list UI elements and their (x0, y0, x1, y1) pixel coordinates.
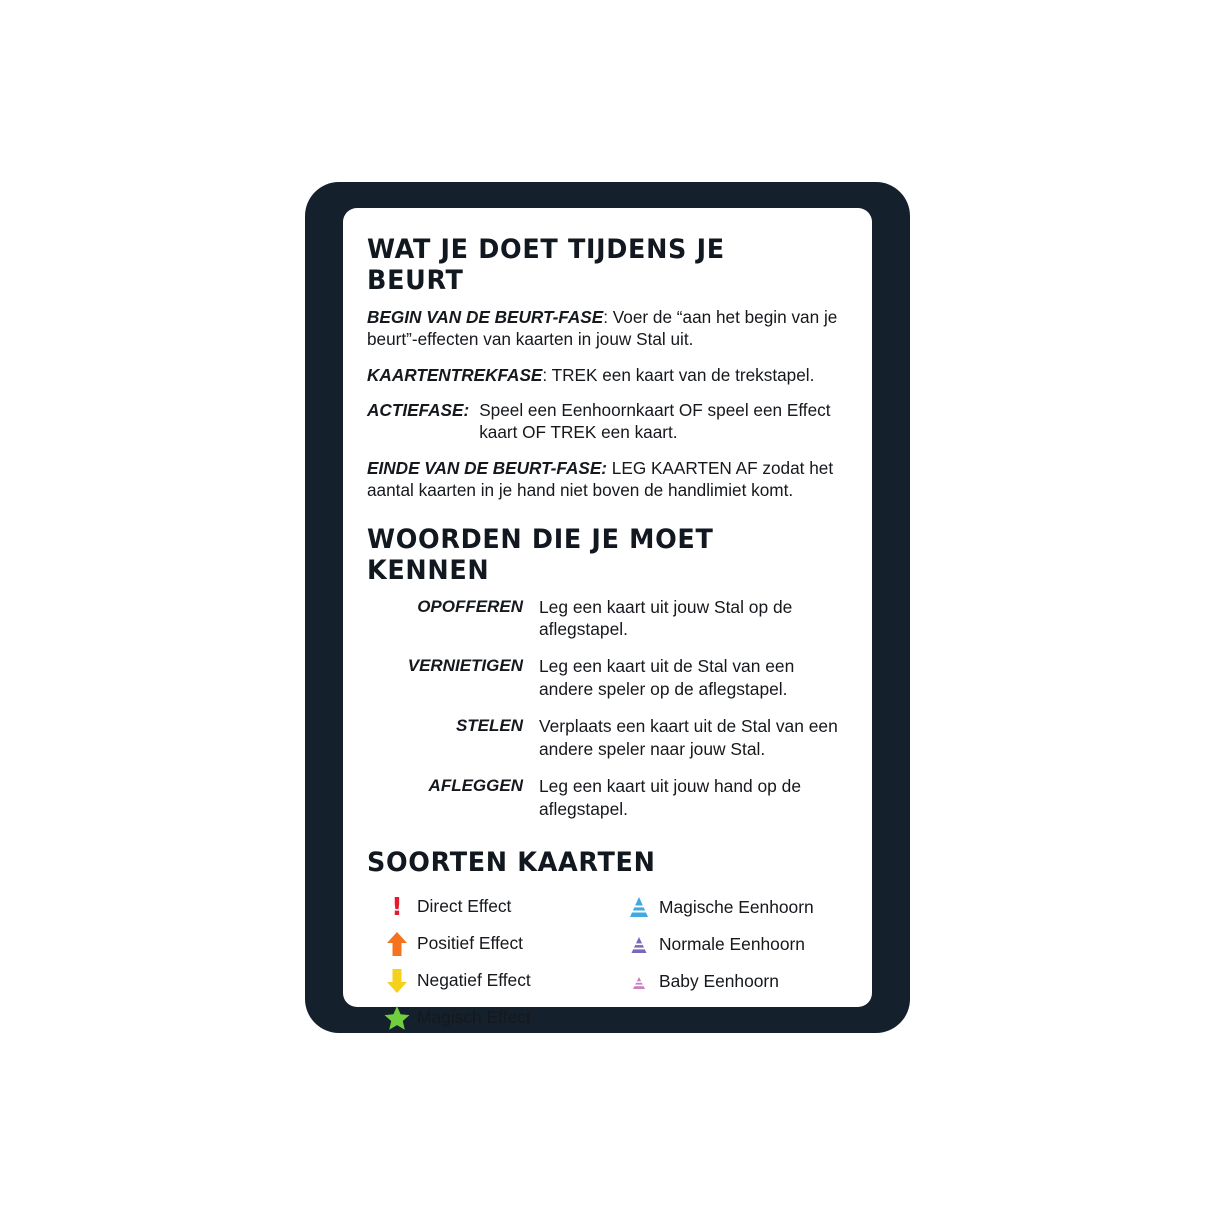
phase-action-label: ACTIEFASE: (367, 400, 470, 421)
star-icon (377, 1005, 417, 1031)
phase-draw-text: TREK een kaart van de trekstapel. (547, 364, 815, 385)
legend-item-direct-effect (377, 888, 619, 925)
term-row (367, 775, 848, 821)
term-value: Leg een kaart uit de Stal van een andere speler op de aflegstapel. (539, 656, 795, 700)
legend-item-baby-unicorn (619, 963, 848, 1000)
term-key: OPOFFEREN (417, 596, 523, 616)
term-value: Leg een kaart uit jouw hand op de aflegstapel. (539, 776, 802, 820)
phase-begin-text: Voer de “aan het begin van je beurt”-effecten van kaarten in jouw Stal uit. (367, 307, 838, 350)
phase-begin-sep: : (603, 307, 608, 327)
legend-item-magic-effect (377, 999, 619, 1036)
term-key: AFLEGGEN (428, 776, 523, 796)
term-value: Leg een kaart uit jouw Stal op de aflegstapel. (539, 596, 793, 640)
term-value: Verplaats een kaart uit de Stal van een andere speler naar jouw Stal. (539, 716, 838, 760)
card-face (343, 208, 872, 1028)
term-key: STELEN (455, 716, 523, 736)
legend-item-magical-unicorn (619, 889, 848, 926)
phase-draw-sep: : (542, 364, 548, 385)
phase-end-text: LEG KAARTEN AF zodat het aantal kaarten in je hand niet boven de handlimiet komt. (367, 457, 834, 501)
unicorn-horn-large-icon (619, 896, 659, 920)
term-row (367, 596, 848, 642)
arrow-down-icon (377, 968, 417, 994)
unicorn-horn-medium-icon (619, 934, 659, 955)
legend-label: Direct Effect (417, 896, 512, 917)
phase-action-text: Speel een Eenhoornkaart OF speel een Effect kaart OF TREK een kaart. (479, 400, 831, 443)
legend-item-positive-effect (377, 925, 619, 962)
reference-card (305, 182, 910, 1033)
phase-begin (367, 306, 848, 351)
term-row (367, 715, 848, 761)
legend-label: Magisch Effect (417, 1007, 531, 1028)
section-title-card-types: SOORTEN KAARTEN (367, 847, 656, 879)
card-types-column-effects (377, 888, 619, 1036)
term-key: VERNIETIGEN (407, 656, 523, 676)
legend-label: Baby Eenhoorn (659, 971, 779, 992)
exclamation-icon: ! (391, 892, 403, 922)
phase-end (367, 457, 848, 502)
section-title-turn: WAT JE DOET TIJDENS JE BEURT (367, 234, 725, 296)
section-title-terms: WOORDEN DIE JE MOET KENNEN (367, 523, 714, 586)
term-row (367, 655, 848, 701)
legend-label: Positief Effect (417, 933, 524, 954)
terms-list (367, 596, 848, 822)
phase-end-label: EINDE VAN DE BEURT-FASE: (367, 457, 608, 478)
legend-label: Negatief Effect (417, 970, 531, 991)
legend-label: Normale Eenhoorn (659, 934, 805, 955)
phase-begin-label: BEGIN VAN DE BEURT-FASE (367, 307, 604, 327)
unicorn-horn-small-icon (619, 973, 659, 991)
card-types-legend (367, 888, 848, 1036)
legend-item-normal-unicorn (619, 926, 848, 963)
phase-action (367, 399, 848, 444)
arrow-up-icon (377, 931, 417, 957)
phase-draw-label: KAARTENTREKFASE (367, 364, 543, 385)
legend-label: Magische Eenhoorn (659, 897, 814, 918)
phase-draw (367, 364, 848, 386)
card-types-column-unicorns (619, 888, 848, 1036)
legend-item-negative-effect (377, 962, 619, 999)
